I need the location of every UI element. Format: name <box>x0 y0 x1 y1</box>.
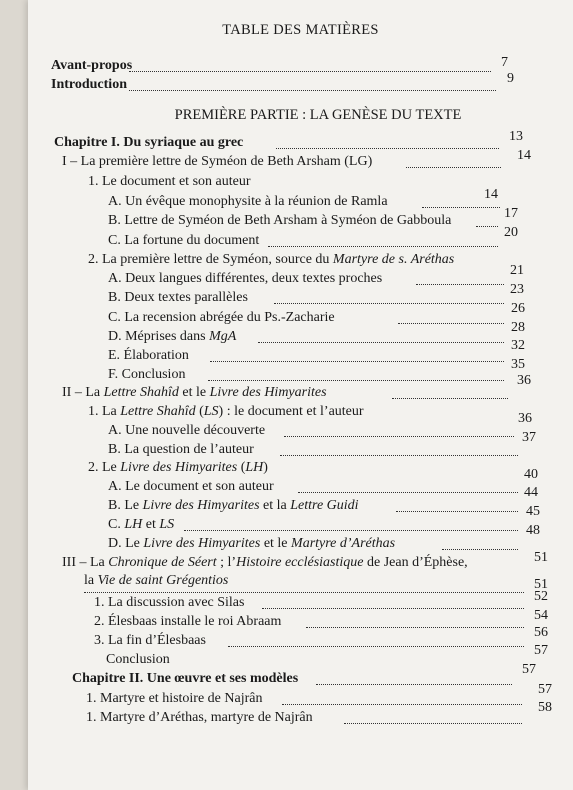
toc-entry-chapitre-2 <box>72 662 542 688</box>
toc-entry-a-document-auteur <box>108 467 548 496</box>
toc-label: Chapitre I. Du syriaque au grec <box>54 135 244 150</box>
dot-leader <box>344 723 522 724</box>
toc-page-number: 57 <box>534 643 548 658</box>
toc-label: F. Conclusion <box>108 367 186 382</box>
toc-label: E. Élaboration <box>108 348 189 363</box>
dot-leader <box>208 380 504 381</box>
toc-entry-introduction <box>51 71 514 94</box>
dot-leader <box>392 398 508 399</box>
toc-label: 1. Martyre d’Aréthas, martyre de Najrân <box>86 710 313 725</box>
toc-page-number: 51 <box>534 577 548 592</box>
toc-entry-avant-propos <box>51 55 508 75</box>
dot-leader <box>262 608 524 609</box>
toc-label: la Vie de saint Grégentios <box>84 573 229 588</box>
toc-label: III – La Chronique de Séert ; l’Histoire ecclésiastique de Jean d’Éphèse, <box>62 555 468 570</box>
dot-leader <box>258 342 504 343</box>
dot-leader <box>282 704 522 705</box>
toc-page-number: 56 <box>534 625 548 640</box>
toc-label: C. La recension abrégée du Ps.-Zacharie <box>108 310 335 325</box>
toc-entry-conclusion <box>106 643 566 669</box>
dot-leader <box>268 246 498 247</box>
toc-label: I – La première lettre de Syméon de Beth Arsham (LG) <box>62 154 373 169</box>
dot-leader <box>306 627 524 628</box>
toc-entry-2-elesbaas <box>94 608 554 631</box>
dot-leader <box>274 303 504 304</box>
toc-label: D. Méprises dans MgA <box>108 329 237 344</box>
toc-label: 1. La discussion avec Silas <box>94 595 245 610</box>
toc-page-number: 13 <box>509 129 523 144</box>
dot-leader <box>129 90 496 91</box>
toc-label: B. Lettre de Syméon de Beth Arsham à Syméon de Gabboula <box>108 213 452 228</box>
toc-label: 2. La première lettre de Syméon, source du Martyre de s. Aréthas <box>88 252 455 267</box>
book-page <box>28 0 573 790</box>
dot-leader <box>280 455 518 456</box>
dot-leader <box>298 492 518 493</box>
toc-page-number: 51 <box>534 550 548 565</box>
dot-leader <box>396 511 518 512</box>
dot-leader <box>406 167 501 168</box>
dot-leader <box>398 323 504 324</box>
dot-leader <box>416 284 504 285</box>
toc-entry-2-livre-himyarites <box>88 459 528 477</box>
toc-label: Conclusion <box>106 652 170 667</box>
dot-leader <box>228 646 524 647</box>
dot-leader <box>284 436 514 437</box>
toc-page-number: 21 <box>510 263 524 278</box>
toc-label: 2. Élesbaas installe le roi Abraam <box>94 614 282 629</box>
toc-entry-a-nouvelle-decouverte <box>108 411 538 440</box>
dot-leader <box>184 530 518 531</box>
toc-label: 3. La fin d’Élesbaas <box>94 633 206 648</box>
toc-label: Chapitre II. Une œuvre et ses modèles <box>72 671 299 686</box>
toc-label: 1. La Lettre Shahîd (LS) : le document et l’auteur <box>88 404 364 419</box>
toc-label: 1. Martyre et histoire de Najrân <box>86 691 263 706</box>
toc-page-number: 14 <box>484 187 498 202</box>
toc-entry-2-premiere-lettre-source <box>88 251 518 269</box>
toc-page-number: 7 <box>501 55 508 70</box>
toc-label: B. Le Livre des Himyarites et la Lettre Guidi <box>108 498 359 513</box>
toc-entry-i-premiere-lettre <box>62 148 531 171</box>
toc-page-number: 57 <box>522 662 536 677</box>
toc-entry-iii-chronique <box>62 550 552 572</box>
toc-label: II – La Lettre Shahîd et le Livre des Himyarites <box>62 385 327 400</box>
toc-page-number: 17 <box>504 206 518 221</box>
toc-entry-d-meprises <box>108 320 528 346</box>
dot-leader <box>316 684 512 685</box>
toc-page-number: 36 <box>518 411 532 426</box>
toc-label: D. Le Livre des Himyarites et le Martyre d’Aréthas <box>108 536 396 551</box>
toc-entry-1-martyre-arethas <box>86 700 556 727</box>
part-title: PREMIÈRE PARTIE : LA GENÈSE DU TEXTE <box>174 107 462 123</box>
toc-page-number: 52 <box>534 589 548 604</box>
toc-label: Avant-propos <box>51 58 133 73</box>
toc-label: B. La question de l’auteur <box>108 442 254 457</box>
toc-label: 2. Le Livre des Himyarites (LH) <box>88 460 268 475</box>
toc-entry-1-discussion <box>94 589 554 612</box>
toc-page-number: 28 <box>511 320 525 335</box>
dot-leader <box>276 148 499 149</box>
toc-page-number: 9 <box>507 71 514 86</box>
toc-label: A. Une nouvelle découverte <box>108 423 266 438</box>
dot-leader <box>129 71 491 72</box>
toc-label: A. Un évêque monophysite à la réunion de Ramla <box>108 194 388 209</box>
toc-page-number: 45 <box>526 504 540 519</box>
toc-entry-b-deux-textes <box>108 282 528 307</box>
toc-entry-b-lettre-symeon <box>108 206 518 230</box>
toc-label: Introduction <box>51 77 127 92</box>
toc-page-number: 14 <box>517 148 531 163</box>
dot-leader <box>422 207 500 208</box>
toc-label: C. LH et LS <box>108 517 175 532</box>
toc-page-number: 57 <box>538 682 552 697</box>
dot-leader <box>476 226 498 227</box>
toc-label: B. Deux textes parallèles <box>108 290 248 305</box>
toc-label: A. Le document et son auteur <box>108 479 274 494</box>
toc-entry-c-fortune <box>108 225 518 250</box>
toc-page-number: 54 <box>534 608 548 623</box>
toc-page-number: 26 <box>511 301 525 316</box>
toc-page-number: 37 <box>522 430 536 445</box>
dot-leader <box>442 549 518 550</box>
toc-entry-a-deux-langues <box>108 263 528 288</box>
dot-leader <box>84 592 524 593</box>
toc-page-number: 44 <box>524 485 538 500</box>
dot-leader <box>210 361 504 362</box>
toc-page-number: 48 <box>526 523 540 538</box>
toc-entry-1-martyre-histoire <box>86 682 556 708</box>
toc-entry-3-fin-elesbaas <box>94 625 554 650</box>
toc-page-number: 20 <box>504 225 518 240</box>
toc-label: A. Deux langues différentes, deux textes proches <box>108 271 383 286</box>
toc-page-number: 23 <box>510 282 524 297</box>
toc-entry-1-document-auteur <box>88 173 488 191</box>
toc-entry-chapitre-1 <box>54 129 523 152</box>
toc-page-number: 32 <box>511 338 525 353</box>
toc-page-number: 40 <box>524 467 538 482</box>
toc-entry-e-elaboration <box>108 338 528 365</box>
toc-label: 1. Le document et son auteur <box>88 174 251 189</box>
toc-label: C. La fortune du document <box>108 233 260 248</box>
toc-entry-f-conclusion <box>108 357 528 384</box>
toc-page-number: 58 <box>538 700 552 715</box>
toc-page-number: 36 <box>517 373 531 388</box>
toc-entry-a-eveque <box>108 187 512 211</box>
toc-page-number: 35 <box>511 357 525 372</box>
toc-entry-iii-chronique-cont <box>84 572 554 590</box>
page-title: TABLE DES MATIÈRES <box>222 22 379 38</box>
toc-entry-c-recension <box>108 301 528 327</box>
toc-entry-1-lettre-shahid <box>88 403 528 421</box>
